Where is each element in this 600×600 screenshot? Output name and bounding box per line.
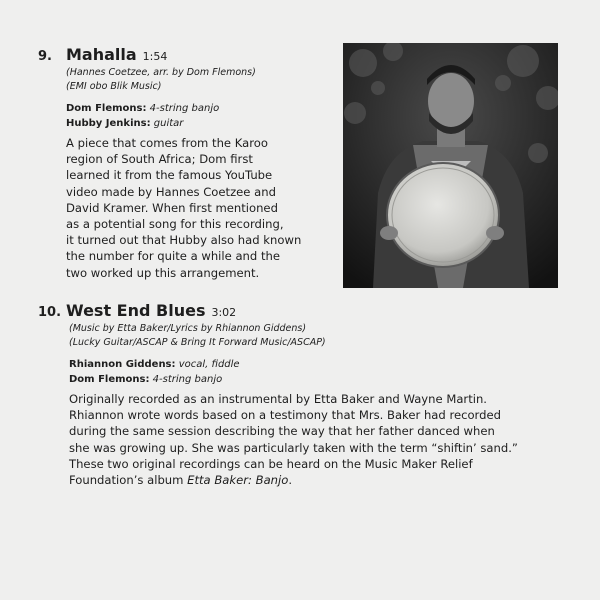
description-line bbox=[69, 472, 564, 488]
description-line: the number for quite a while and the bbox=[66, 249, 280, 264]
track-number: 9. bbox=[38, 49, 52, 64]
credit-line: (Music by Etta Baker/Lyrics by Rhiannon Giddens) bbox=[69, 323, 307, 334]
description-line: These two original recordings can be heard on the Music Maker Relief bbox=[69, 456, 473, 471]
description-line: Originally recorded as an instrumental by Etta Baker and Wayne Martin. bbox=[69, 392, 487, 406]
performer-name: Rhiannon Giddens: bbox=[69, 359, 176, 370]
description-line: she was growing up. She was particularly taken with the term “shiftin’ sand.” bbox=[69, 440, 518, 455]
description-line: video made by Hannes Coetzee and bbox=[66, 184, 276, 199]
performer-name: Dom Flemons: bbox=[66, 103, 147, 114]
description-line: A piece that comes from the Karoo bbox=[66, 136, 268, 150]
track-duration: 1:54 bbox=[142, 50, 168, 63]
performer-name: Dom Flemons: bbox=[69, 374, 150, 385]
track-9-details bbox=[66, 66, 338, 281]
performer-line bbox=[69, 357, 564, 372]
track-description bbox=[66, 135, 338, 281]
musician-photo bbox=[343, 43, 558, 288]
track-9-title-line bbox=[38, 45, 167, 64]
description-line: region of South Africa; Dom first bbox=[66, 152, 253, 167]
performer-line bbox=[66, 101, 338, 116]
credit-line: (EMI obo Blik Music) bbox=[66, 81, 162, 92]
description-text: Foundation’s album bbox=[69, 473, 188, 488]
track-duration: 3:02 bbox=[211, 306, 237, 319]
description-text: . bbox=[288, 473, 293, 488]
performer-instrument: 4-string banjo bbox=[152, 374, 223, 385]
track-title: West End Blues bbox=[66, 301, 206, 320]
track-title: Mahalla bbox=[66, 45, 137, 64]
track-number: 10. bbox=[38, 305, 62, 320]
description-line: David Kramer. When first mentioned bbox=[66, 200, 278, 215]
description-line: during the same session describing the way that her father danced when bbox=[69, 424, 495, 439]
track-10-details bbox=[69, 322, 564, 488]
musician-with-frame-drum-illustration bbox=[343, 43, 558, 288]
performer-instrument: 4-string banjo bbox=[149, 103, 220, 114]
performer-name: Hubby Jenkins: bbox=[66, 118, 151, 129]
description-line: two worked up this arrangement. bbox=[66, 265, 260, 280]
track-description bbox=[69, 391, 564, 488]
performer-instrument: guitar bbox=[153, 118, 184, 129]
performer-instrument: vocal, fiddle bbox=[178, 359, 240, 370]
performer-line bbox=[69, 372, 564, 387]
album-title: Etta Baker: Banjo bbox=[187, 473, 289, 488]
description-line: as a potential song for this recording, bbox=[66, 217, 284, 232]
description-line: learned it from the famous YouTube bbox=[66, 168, 273, 183]
performer-line bbox=[66, 116, 338, 131]
track-10-title-line bbox=[38, 301, 236, 320]
credit-line: (Hannes Coetzee, arr. by Dom Flemons) bbox=[66, 67, 256, 78]
description-line: Rhiannon wrote words based on a testimony that Mrs. Baker had recorded bbox=[69, 408, 501, 423]
description-line: it turned out that Hubby also had known bbox=[66, 233, 302, 248]
credit-line: (Lucky Guitar/ASCAP & Bring It Forward Music/ASCAP) bbox=[69, 337, 326, 348]
